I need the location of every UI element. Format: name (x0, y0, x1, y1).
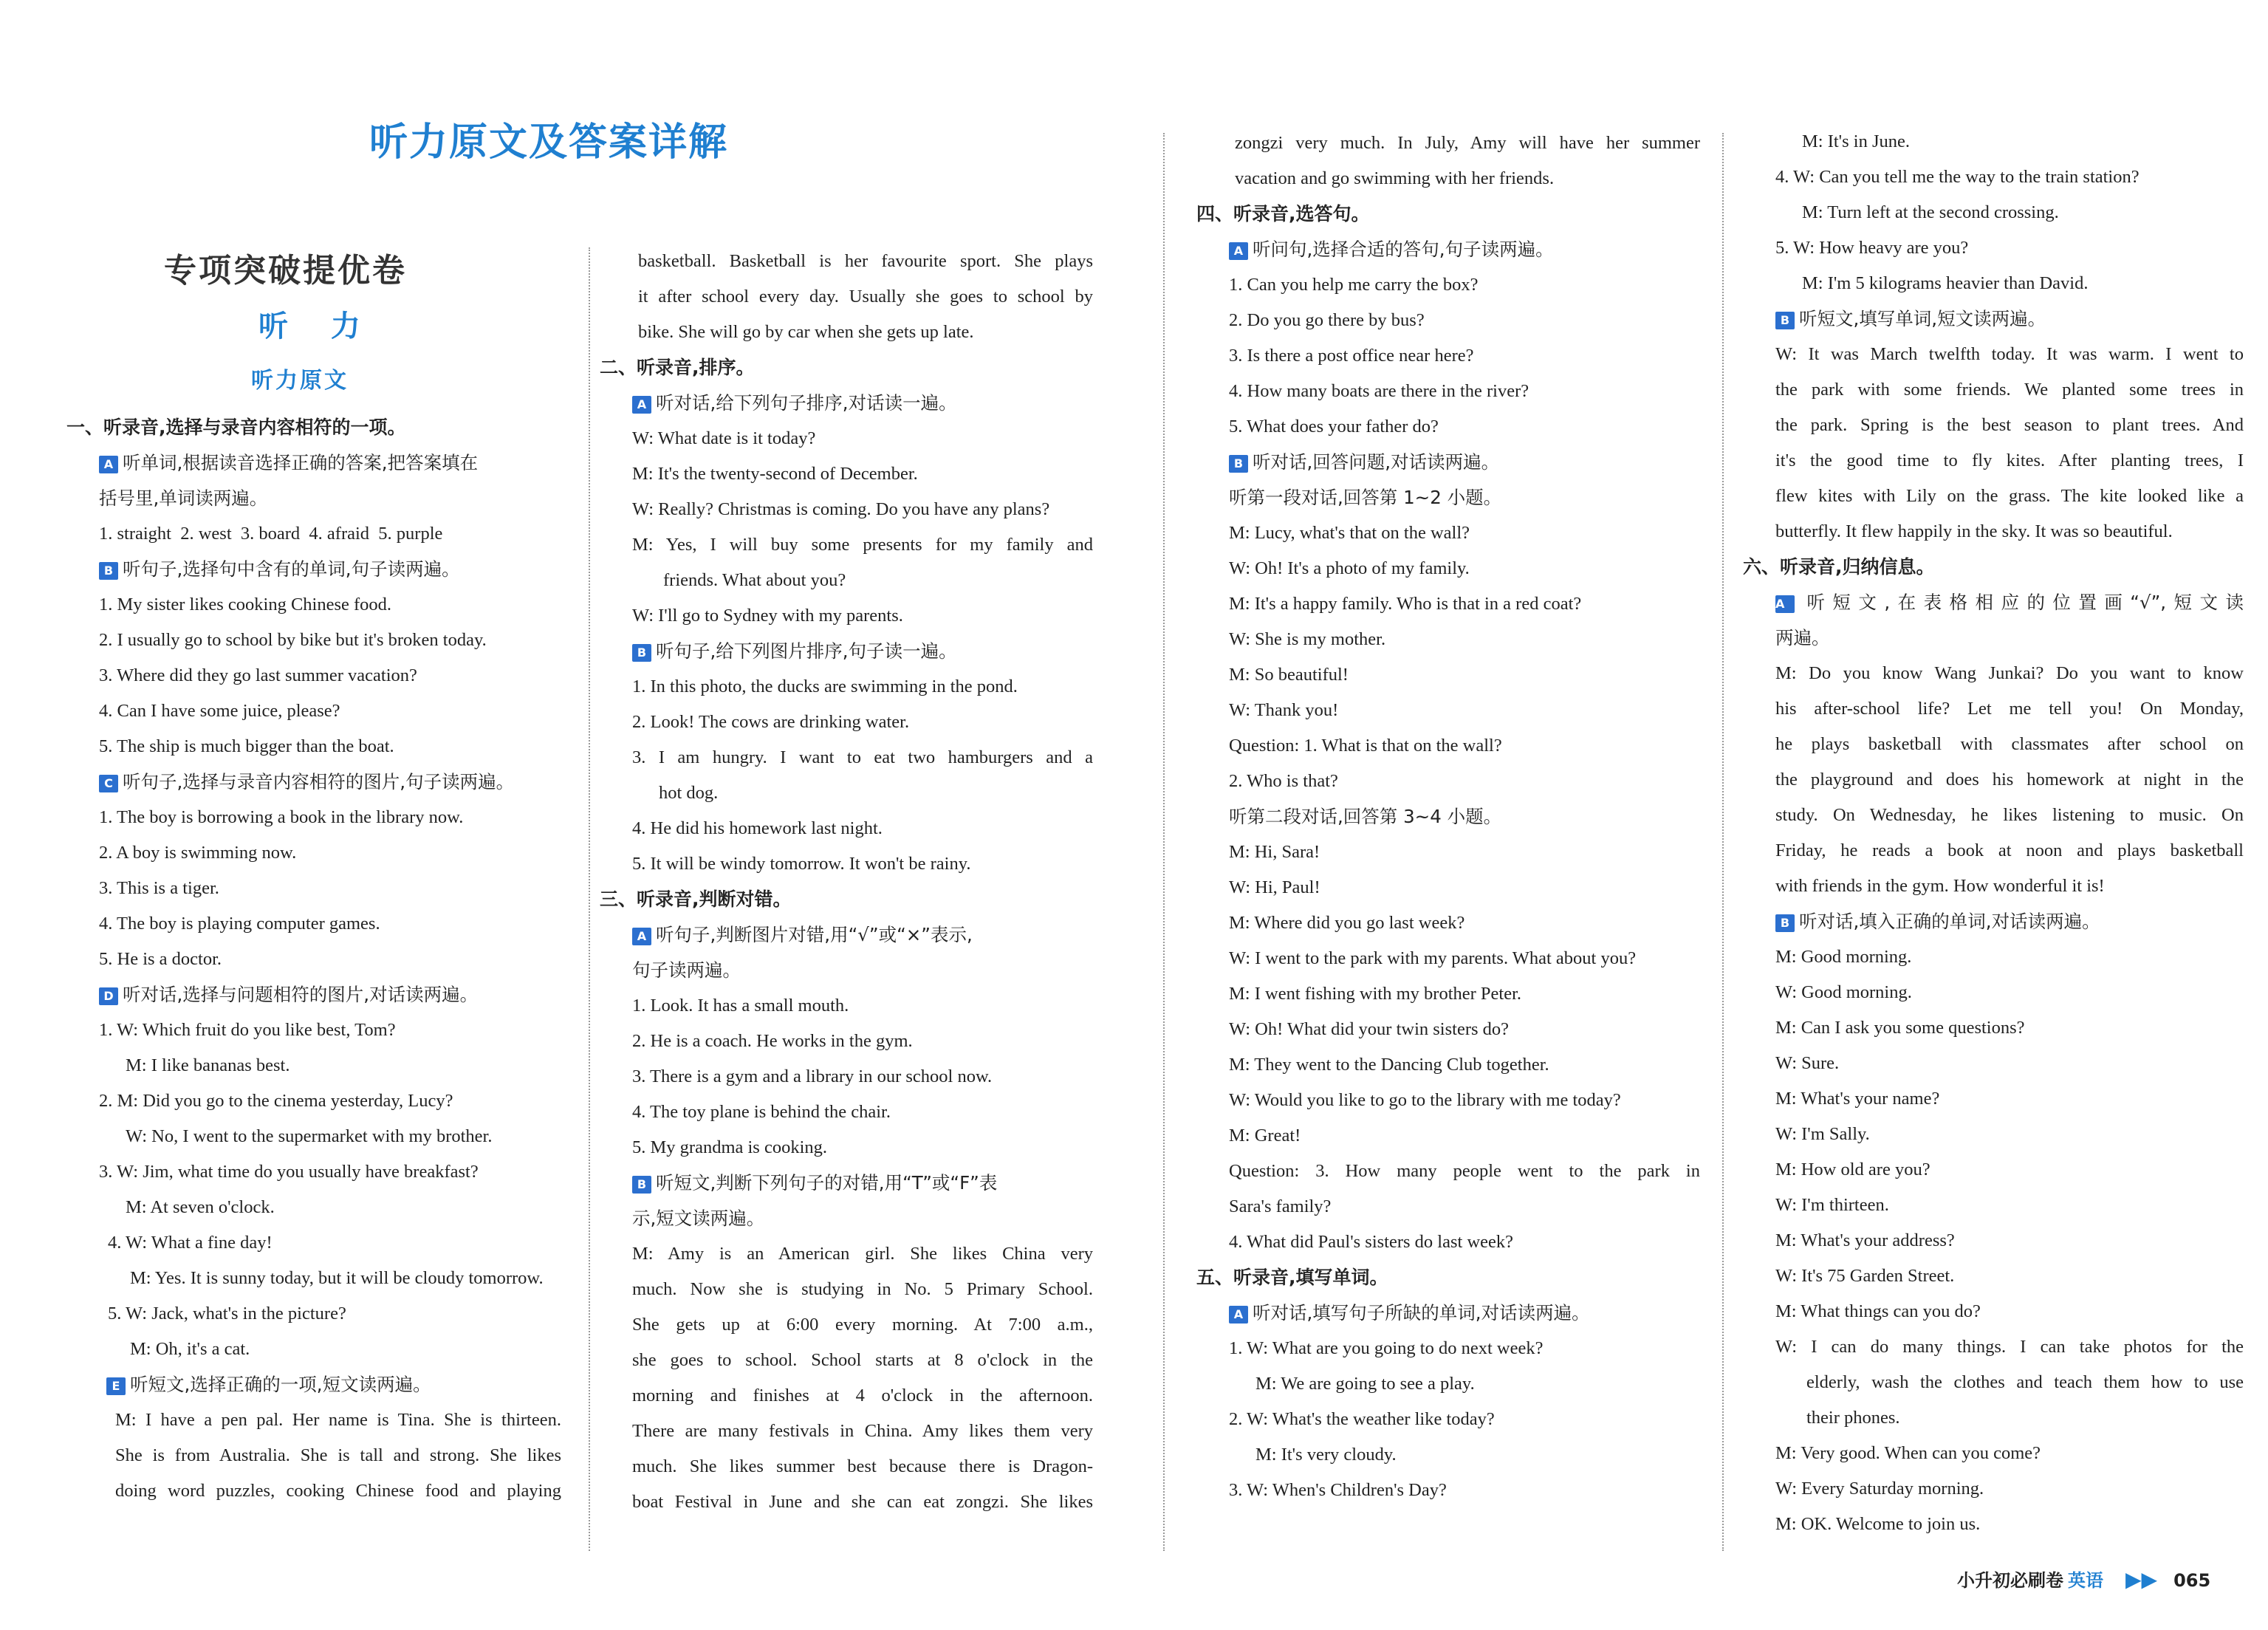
list-item: W: Thank you! (1229, 700, 1339, 720)
list-item: M: Lucy, what's that on the wall? (1229, 523, 1470, 543)
subsection-a (600, 917, 1093, 953)
column-divider (1163, 133, 1165, 1551)
list-item: 3. This is a tiger. (99, 878, 219, 898)
subsection-a (600, 386, 1093, 421)
section-heading: 五、听录音,填写单词。 (1196, 1267, 1388, 1288)
section-heading: 六、听录音,归纳信息。 (1743, 556, 1935, 578)
tag-badge: A (99, 456, 118, 473)
subsection-e (66, 1367, 561, 1403)
list-item: Sara's family? (1229, 1196, 1332, 1216)
passage-line: basketball. Basketball is her favourite sport. She plays (638, 251, 1093, 271)
section-heading: 四、听录音,选答句。 (1196, 203, 1370, 225)
tag-badge: A (1229, 1306, 1248, 1323)
list-item: W: She is my mother. (1229, 629, 1386, 649)
list-item: W: No, I went to the supermarket with my brother. (126, 1126, 493, 1146)
list-item: 5. W: How heavy are you? (1775, 238, 1969, 258)
tag-badge: E (106, 1377, 126, 1395)
list-item: 2. W: What's the weather like today? (1229, 1409, 1495, 1429)
subsection-instruction-cont: 句子读两遍。 (632, 959, 741, 981)
list-item: W: Would you like to go to the library with me today? (1229, 1090, 1621, 1110)
dialogue-intro: 听第二段对话,回答第 3~4 小题。 (1229, 806, 1502, 827)
list-item: W: I went to the park with my parents. What about you? (1229, 948, 1637, 968)
list-item: W: I'm thirteen. (1775, 1195, 1889, 1215)
subsection-instruction: 听句子,选择与录音内容相符的图片,句子读两遍。 (123, 771, 515, 792)
list-item: 1. In this photo, the ducks are swimming in the pond. (632, 677, 1018, 696)
subsection-c (66, 764, 561, 800)
passage-line: M: Do you know Wang Junkai? Do you want to know (1775, 663, 2244, 683)
list-item: 2. Do you go there by bus? (1229, 310, 1425, 330)
passage-line: it after school every day. Usually she goes to school by (638, 287, 1093, 307)
list-item: M: Oh, it's a cat. (130, 1339, 250, 1359)
subsection-instruction: 听句子,给下列图片排序,句子读一遍。 (656, 640, 957, 662)
book-title: 小升初必刷卷 (1957, 1570, 2063, 1591)
list-item: 1. My sister likes cooking Chinese food. (99, 595, 392, 614)
list-item: 5. He is a doctor. (99, 949, 222, 969)
list-item: 5. The ship is much bigger than the boat. (99, 736, 394, 756)
subsection-b (600, 1165, 1093, 1201)
list-item: 3. W: Jim, what time do you usually have breakfast? (99, 1162, 479, 1182)
list-item: M: I'm 5 kilograms heavier than David. (1802, 273, 2089, 293)
subsection-b (1743, 301, 2244, 337)
passage-line: butterfly. It flew happily in the sky. It was so beautiful. (1775, 521, 2173, 541)
tag-badge: B (632, 1176, 651, 1194)
list-item: 5. What does your father do? (1229, 417, 1439, 436)
list-item: W: Really? Christmas is coming. Do you have any plans? (632, 499, 1050, 519)
passage-line: the playground and does his homework at night in the (1775, 770, 2244, 790)
passage-line: W: It was March twelfth today. It was warm. I went to (1775, 344, 2244, 364)
column-2 (600, 244, 1093, 1520)
list-item: 3. Is there a post office near here? (1229, 346, 1474, 366)
passage-line: flew kites with Lily on the grass. The kite looked like a (1775, 486, 2244, 506)
list-item: W: Oh! It's a photo of my family. (1229, 558, 1470, 578)
list-item: W: What date is it today? (632, 428, 816, 448)
column-4 (1743, 124, 2244, 1542)
list-item: 2. He is a coach. He works in the gym. (632, 1031, 913, 1051)
subsection-instruction: 听对话,回答问题,对话读两遍。 (1253, 451, 1500, 473)
list-item: friends. What about you? (663, 570, 846, 590)
list-item: M: Turn left at the second crossing. (1802, 202, 2059, 222)
list-item: W: Good morning. (1775, 982, 1912, 1002)
column-3 (1196, 126, 1700, 1508)
list-item: M: I like bananas best. (126, 1055, 290, 1075)
list-item: M: We are going to see a play. (1255, 1374, 1475, 1394)
subsection-instruction-cont: 括号里,单词读两遍。 (99, 487, 268, 509)
passage-line: he plays basketball with classmates after school on (1775, 734, 2244, 754)
tag-badge: A (1229, 242, 1248, 260)
list-item: W: I can do many things. I can take photos for the (1775, 1337, 2244, 1357)
subsection-a (1196, 1295, 1700, 1331)
subsection-instruction: 听句子,判断图片对错,用“√”或“×”表示, (656, 924, 973, 945)
passage-line: Friday, he reads a book at noon and plays basketball (1775, 840, 2244, 860)
list-item: W: I'll go to Sydney with my parents. (632, 606, 903, 626)
list-item: W: I'm Sally. (1775, 1124, 1870, 1144)
list-item: 4. How many boats are there in the river? (1229, 381, 1529, 401)
column-divider (589, 247, 590, 1551)
list-item: M: What things can you do? (1775, 1301, 1981, 1321)
list-item: M: What's your name? (1775, 1089, 1940, 1109)
list-item: 4. W: Can you tell me the way to the train station? (1775, 167, 2139, 187)
list-item: 1. W: What are you going to do next week? (1229, 1338, 1544, 1358)
subsection-instruction: 听对话,填入正确的单词,对话读两遍。 (1799, 911, 2100, 932)
subsection-d (66, 977, 561, 1013)
list-item: 2. A boy is swimming now. (99, 843, 297, 863)
column-1 (66, 410, 561, 1509)
passage-line: M: Amy is an American girl. She likes China very (632, 1244, 1093, 1264)
list-item: 2. M: Did you go to the cinema yesterday, Lucy? (99, 1091, 453, 1111)
tag-badge: B (1229, 455, 1248, 473)
list-item: 2. Look! The cows are drinking water. (632, 712, 910, 732)
passage-line: zongzi very much. In July, Amy will have her summer (1235, 133, 1700, 153)
list-item: 1. W: Which fruit do you like best, Tom? (99, 1020, 396, 1040)
subsection-instruction: 听短文,判断下列句子的对错,用“T”或“F”表 (656, 1172, 998, 1194)
word-list: 1. straight 2. west 3. board 4. afraid 5. purple (99, 524, 443, 544)
subsection-instruction: 听单词,根据读音选择正确的答案,把答案填在 (123, 452, 479, 473)
subsection-a (66, 445, 561, 481)
list-item: 1. Look. It has a small mouth. (632, 996, 849, 1016)
section-heading: 一、听录音,选择与录音内容相符的一项。 (66, 417, 406, 438)
list-item: Question: 1. What is that on the wall? (1229, 736, 1502, 756)
volume-title: 专项突破提优卷 (164, 252, 407, 290)
subsection-instruction: 听对话,选择与问题相符的图片,对话读两遍。 (123, 984, 479, 1005)
list-item: 5. It will be windy tomorrow. It won't be rainy. (632, 854, 971, 874)
subsection-instruction: 听短文,填写单词,短文读两遍。 (1799, 308, 2046, 329)
list-item: W: Oh! What did your twin sisters do? (1229, 1019, 1510, 1039)
tag-badge: A (632, 396, 651, 414)
subsection-a (1743, 585, 2244, 620)
list-item: 2. Who is that? (1229, 771, 1338, 791)
passage-line: his after-school life? Let me tell you! On Monday, (1775, 699, 2244, 719)
list-item: W: It's 75 Garden Street. (1775, 1266, 1955, 1286)
list-item: 4. The toy plane is behind the chair. (632, 1102, 891, 1122)
subsection-instruction: 听短文,选择正确的一项,短文读两遍。 (130, 1374, 431, 1395)
passage-line: boat Festival in June and she can eat zongzi. She likes (632, 1492, 1093, 1512)
section-heading: 二、听录音,排序。 (600, 357, 755, 378)
list-item: 1. The boy is borrowing a book in the library now. (99, 807, 464, 827)
passage-line: with friends in the gym. How wonderful it is! (1775, 876, 2105, 896)
list-item: 1. Can you help me carry the box? (1229, 275, 1479, 295)
section-title: 听力原文 (251, 368, 349, 394)
passage-line: She gets up at 6:00 every morning. At 7:00 a.m., (632, 1315, 1093, 1335)
list-item: M: Where did you go last week? (1229, 913, 1465, 933)
list-item: 2. I usually go to school by bike but it's broken today. (99, 630, 487, 650)
list-item: 3. Where did they go last summer vacation? (99, 665, 417, 685)
list-item: M: Can I ask you some questions? (1775, 1018, 2025, 1038)
passage-line: M: I have a pen pal. Her name is Tina. She is thirteen. (115, 1410, 561, 1430)
subject-title: 听 力 (258, 309, 377, 343)
tag-badge: D (99, 987, 118, 1005)
list-item: M: How old are you? (1775, 1160, 1930, 1179)
subsection-instruction: 听问句,选择合适的答句,句子读两遍。 (1253, 239, 1554, 260)
list-item: M: I went fishing with my brother Peter. (1229, 984, 1522, 1004)
list-item: M: It's in June. (1802, 131, 1910, 151)
subsection-instruction: 听对话,给下列句子排序,对话读一遍。 (656, 392, 957, 414)
list-item: Question: 3. How many people went to the park in (1229, 1161, 1700, 1181)
list-item: M: Yes, I will buy some presents for my family and (632, 535, 1093, 555)
list-item: M: Great! (1229, 1126, 1301, 1146)
list-item: M: They went to the Dancing Club together. (1229, 1055, 1549, 1075)
passage-line: study. On Wednesday, he likes listening to music. On (1775, 805, 2244, 825)
passage-line: doing word puzzles, cooking Chinese food and playing (115, 1481, 561, 1501)
subsection-a (1196, 232, 1700, 267)
list-item: 4. Can I have some juice, please? (99, 701, 340, 721)
double-arrow-icon: ▶▶ (2125, 1567, 2158, 1592)
list-item: their phones. (1806, 1408, 1900, 1428)
list-item: 3. I am hungry. I want to eat two hamburgers and a (632, 747, 1093, 767)
section-heading: 三、听录音,判断对错。 (600, 888, 792, 910)
list-item: W: Sure. (1775, 1053, 1840, 1073)
passage-line: There are many festivals in China. Amy likes them very (632, 1421, 1093, 1441)
page-footer (1957, 1566, 2210, 1592)
tag-badge: B (1775, 914, 1795, 932)
list-item: M: It's very cloudy. (1255, 1445, 1397, 1465)
list-item: 4. He did his homework last night. (632, 818, 883, 838)
dialogue-intro: 听第一段对话,回答第 1~2 小题。 (1229, 487, 1502, 508)
list-item: M: It's a happy family. Who is that in a red coat? (1229, 594, 1582, 614)
subsection-b (1743, 904, 2244, 939)
tag-badge: A (632, 928, 651, 945)
list-item: elderly, wash the clothes and teach them how to use (1806, 1372, 2244, 1392)
subsection-instruction-cont: 两遍。 (1775, 627, 1830, 648)
list-item: M: Hi, Sara! (1229, 842, 1320, 862)
passage-line: morning and finishes at 4 o'clock in the afternoon. (632, 1386, 1093, 1405)
passage-line: the park with some friends. We planted some trees in (1775, 380, 2244, 400)
tag-badge: B (632, 644, 651, 662)
passage-line: the park. Spring is the best season to plant trees. And (1775, 415, 2244, 435)
tag-badge: B (1775, 312, 1795, 329)
tag-badge: B (99, 562, 118, 580)
list-item: 3. W: When's Children's Day? (1229, 1480, 1447, 1500)
subsection-b (1196, 445, 1700, 480)
subsection-instruction: 听句子,选择句中含有的单词,句子读两遍。 (123, 558, 460, 580)
subsection-instruction: 听对话,填写句子所缺的单词,对话读两遍。 (1253, 1302, 1590, 1323)
subsection-instruction: 听短文,在表格相应的位置画“√”,短文读 (1799, 592, 2244, 613)
subject-label: 英语 (2068, 1570, 2103, 1591)
passage-line: it's the good time to fly kites. After planting trees, I (1775, 451, 2244, 470)
list-item: M: Very good. When can you come? (1775, 1443, 2041, 1463)
list-item: M: So beautiful! (1229, 665, 1349, 685)
passage-line: she goes to school. School starts at 8 o'clock in the (632, 1350, 1093, 1370)
list-item: M: It's the twenty-second of December. (632, 464, 918, 484)
list-item: 3. There is a gym and a library in our school now. (632, 1066, 993, 1086)
list-item: M: Good morning. (1775, 947, 1912, 967)
list-item: M: What's your address? (1775, 1230, 1955, 1250)
passage-line: much. She likes summer best because there is Dragon- (632, 1456, 1093, 1476)
column-divider (1722, 133, 1724, 1551)
list-item: W: Every Saturday morning. (1775, 1479, 1984, 1499)
main-title: 听力原文及答案详解 (369, 120, 729, 165)
passage-line: She is from Australia. She is tall and strong. She likes (115, 1445, 561, 1465)
list-item: 4. What did Paul's sisters do last week? (1229, 1232, 1514, 1252)
list-item: 4. W: What a fine day! (108, 1233, 273, 1253)
subsection-instruction-cont: 示,短文读两遍。 (632, 1208, 765, 1229)
list-item: W: Hi, Paul! (1229, 877, 1320, 897)
list-item: 5. My grandma is cooking. (632, 1137, 828, 1157)
list-item: 5. W: Jack, what's in the picture? (108, 1304, 346, 1323)
passage-line: bike. She will go by car when she gets up late. (638, 322, 974, 342)
subsection-b (600, 634, 1093, 669)
list-item: M: Yes. It is sunny today, but it will be cloudy tomorrow. (130, 1268, 544, 1288)
page-number: 065 (2173, 1570, 2211, 1591)
list-item: M: OK. Welcome to join us. (1775, 1514, 1981, 1534)
list-item: M: At seven o'clock. (126, 1197, 275, 1217)
passage-line: vacation and go swimming with her friends. (1235, 168, 1555, 188)
subsection-b (66, 552, 561, 587)
tag-badge: A (1775, 595, 1795, 613)
list-item: hot dog. (659, 783, 719, 803)
passage-line: much. Now she is studying in No. 5 Primary School. (632, 1279, 1093, 1299)
list-item: 4. The boy is playing computer games. (99, 914, 380, 934)
tag-badge: C (99, 775, 118, 792)
